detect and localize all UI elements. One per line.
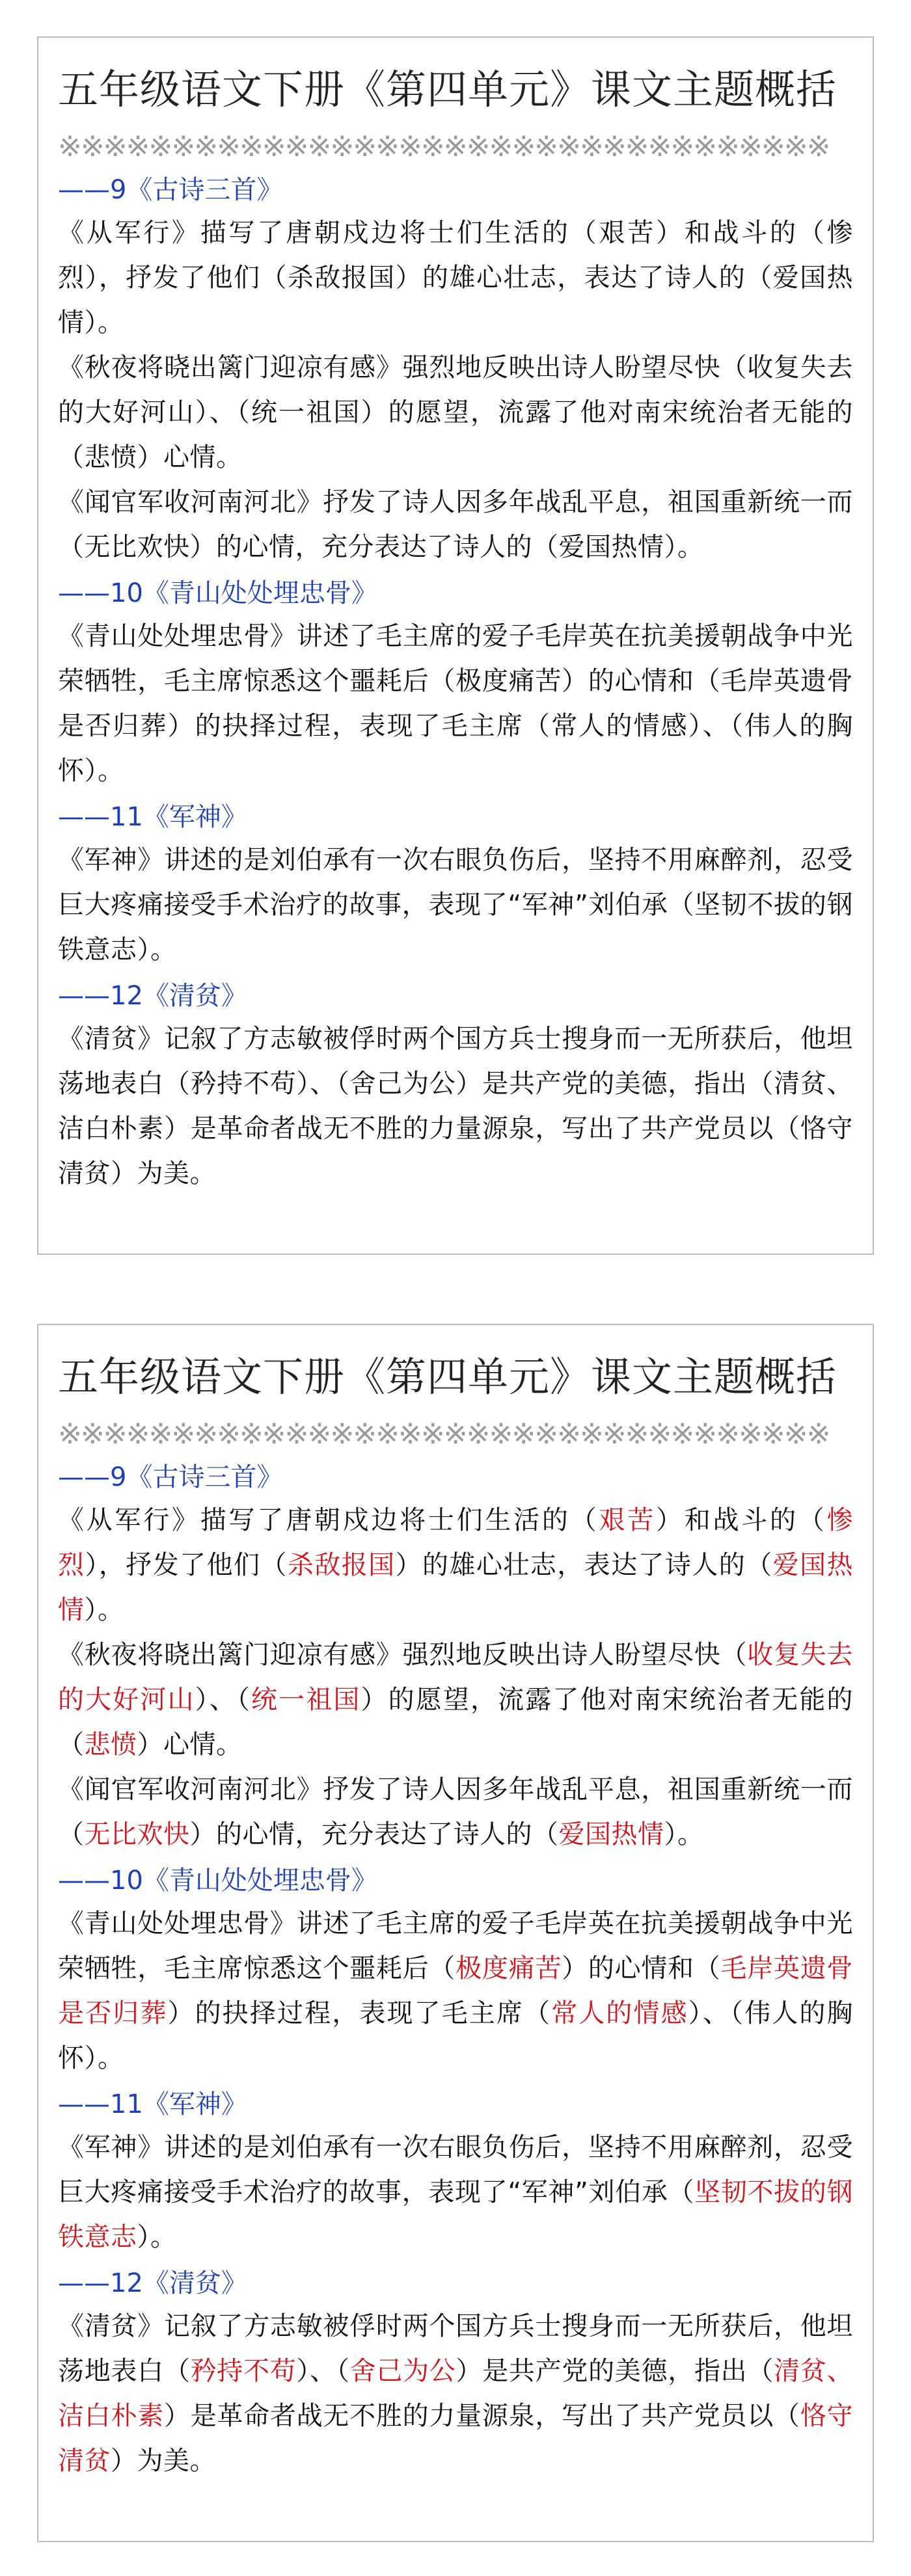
summary-card-plain — [37, 36, 874, 1255]
paragraph-text: ）的愿望，流露了他对南宋统治者无能的（ — [58, 1685, 854, 1760]
paragraph-text: ）的心情，充分表达了诗人的（ — [189, 532, 559, 562]
answer-highlight: 杀敌报国 — [287, 1550, 396, 1580]
paragraph-text: ）是共产党的美德，指出（ — [456, 1069, 774, 1099]
answer-highlight: 极度痛苦 — [456, 666, 562, 696]
answer-highlight: 常人的情感 — [551, 711, 688, 741]
paragraph-text: ）的愿望，流露了他对南宋统治者无能的（ — [58, 397, 854, 472]
summary-paragraph — [58, 1633, 853, 1767]
summary-paragraph — [58, 614, 853, 794]
paragraph-text: 《秋夜将晓出篱门迎凉有感》强烈地反映出诗人盼望尽快（ — [58, 353, 748, 382]
summary-paragraph — [58, 1017, 853, 1196]
answer-highlight: 惨烈 — [58, 1505, 854, 1580]
section-heading: ——11《军神》 — [58, 2089, 247, 2119]
paragraph-text: ）的心情和（ — [562, 666, 721, 696]
paragraph-text: ）、（ — [296, 1069, 350, 1099]
sections-container — [58, 1456, 853, 2484]
answer-highlight: 悲愤 — [84, 442, 137, 472]
paragraph-text: 《秋夜将晓出篱门迎凉有感》强烈地反映出诗人盼望尽快（ — [58, 1640, 748, 1670]
paragraph-text: 《从军行》描写了唐朝戍边将士们生活的（ — [58, 218, 599, 248]
answer-highlight: 悲愤 — [84, 1730, 137, 1760]
answer-highlight: 艰苦 — [599, 218, 656, 248]
answer-highlight: 常人的情感 — [551, 1998, 688, 2028]
answer-highlight: 矜持不苟 — [190, 2356, 297, 2386]
section-heading: ——12《清贫》 — [58, 2268, 247, 2298]
paragraph-text: 《青山处处埋忠骨》讲述了毛主席的爱子毛岸英在抗美援朝战争中光荣牺牲，毛主席惊悉这个噩耗后（ — [58, 1909, 853, 1983]
summary-card-highlighted — [37, 1324, 874, 2542]
paragraph-text: ）。 — [664, 532, 704, 562]
paragraph-text: ）的心情和（ — [562, 1953, 721, 1983]
paragraph-text: ）、（伟人的胸怀）。 — [58, 1998, 854, 2073]
answer-highlight: 爱国热情 — [58, 263, 854, 338]
answer-highlight: 坚韧不拔的钢铁意志 — [58, 2177, 853, 2252]
section-heading: ——10《青山处处埋忠骨》 — [58, 1866, 377, 1896]
sections-container — [58, 169, 853, 1196]
answer-highlight: 收复失去的大好河山 — [58, 1640, 854, 1715]
answer-highlight: 无比欢快 — [84, 532, 190, 562]
summary-paragraph — [58, 1498, 853, 1633]
paragraph-text: ）为美。 — [111, 2446, 216, 2476]
answer-highlight: 极度痛苦 — [456, 1953, 562, 1983]
answer-highlight: 舍己为公 — [349, 1069, 456, 1099]
summary-paragraph — [58, 1901, 853, 2081]
decorative-divider: ※※※※※※※※※※※※※※※※※※※※※※※※※※※※※※※※※※ — [58, 130, 830, 163]
paragraph-text: ）。 — [137, 2222, 177, 2252]
paragraph-text: ）。 — [137, 935, 177, 965]
paragraph-text: ），抒发了他们（ — [85, 1550, 288, 1580]
paragraph-text: 《闻官军收河南河北》抒发了诗人因多年战乱平息，祖国重新统一而（ — [58, 1775, 853, 1849]
summary-paragraph — [58, 2125, 853, 2260]
paragraph-text: 《军神》讲述的是刘伯承有一次右眼负伤后，坚持不用麻醉剂，忍受巨大疼痛接受手术治疗的故事，表现了“军神”刘伯承（ — [58, 2132, 853, 2207]
answer-highlight: 爱国热情 — [558, 1819, 664, 1849]
section-heading: ——9《古诗三首》 — [58, 175, 283, 205]
paragraph-text: ）是革命者战无不胜的力量源泉，写出了共产党员以（ — [163, 1114, 800, 1144]
paragraph-text: 《清贫》记叙了方志敏被俘时两个国方兵士搜身而一无所获后，他坦荡地表白（ — [58, 2311, 853, 2386]
section-heading: ——12《清贫》 — [58, 981, 247, 1011]
paragraph-text: 《清贫》记叙了方志敏被俘时两个国方兵士搜身而一无所获后，他坦荡地表白（ — [58, 1024, 853, 1099]
paragraph-text: 《闻官军收河南河北》抒发了诗人因多年战乱平息，祖国重新统一而（ — [58, 487, 853, 562]
answer-highlight: 毛岸英遗骨是否归葬 — [58, 1953, 854, 2028]
paragraph-text: ）、（ — [296, 2356, 350, 2386]
answer-highlight: 无比欢快 — [84, 1819, 190, 1849]
paragraph-text: ）的抉择过程，表现了毛主席（ — [167, 1998, 552, 2028]
summary-paragraph — [58, 345, 853, 480]
answer-highlight: 清贫、洁白朴素 — [58, 2356, 854, 2431]
section-heading: ——9《古诗三首》 — [58, 1462, 283, 1492]
answer-highlight: 杀敌报国 — [287, 263, 396, 293]
paragraph-text: ）是革命者战无不胜的力量源泉，写出了共产党员以（ — [163, 2401, 800, 2431]
paragraph-text: 《军神》讲述的是刘伯承有一次右眼负伤后，坚持不用麻醉剂，忍受巨大疼痛接受手术治疗的故事，表现了“军神”刘伯承（ — [58, 845, 853, 920]
summary-paragraph — [58, 211, 853, 345]
answer-highlight: 舍己为公 — [349, 2356, 456, 2386]
paragraph-text: ）为美。 — [111, 1159, 216, 1188]
summary-paragraph — [58, 838, 853, 973]
paragraph-text: ）的雄心壮志，表达了诗人的（ — [395, 1550, 773, 1580]
answer-highlight: 矜持不苟 — [190, 1069, 297, 1099]
answer-highlight: 恪守清贫 — [58, 1114, 854, 1188]
section-heading: ——10《青山处处埋忠骨》 — [58, 578, 377, 608]
decorative-divider: ※※※※※※※※※※※※※※※※※※※※※※※※※※※※※※※※※※ — [58, 1417, 830, 1451]
answer-highlight: 坚韧不拔的钢铁意志 — [58, 890, 853, 965]
summary-paragraph — [58, 1767, 853, 1857]
summary-paragraph — [58, 480, 853, 570]
paragraph-text: ）、（伟人的胸怀）。 — [58, 711, 854, 786]
summary-paragraph — [58, 2304, 853, 2484]
paragraph-text: ）。 — [664, 1819, 704, 1849]
answer-highlight: 清贫、洁白朴素 — [58, 1069, 854, 1144]
paragraph-text: ）、（ — [195, 1685, 251, 1715]
paragraph-text: ），抒发了他们（ — [85, 263, 288, 293]
paragraph-text: 《从军行》描写了唐朝戍边将士们生活的（ — [58, 1505, 599, 1535]
answer-highlight: 毛岸英遗骨是否归葬 — [58, 666, 854, 741]
paragraph-text: ）是共产党的美德，指出（ — [456, 2356, 774, 2386]
paragraph-text: ）的心情，充分表达了诗人的（ — [189, 1819, 559, 1849]
paragraph-text: ）和战斗的（ — [655, 218, 827, 248]
answer-highlight: 收复失去的大好河山 — [58, 353, 854, 427]
answer-highlight: 艰苦 — [599, 1505, 656, 1535]
document-title: 五年级语文下册《第四单元》课文主题概括 — [58, 1353, 837, 1401]
paragraph-text: ）。 — [84, 1595, 124, 1625]
paragraph-text: ）的雄心壮志，表达了诗人的（ — [395, 263, 773, 293]
answer-highlight: 统一祖国 — [251, 397, 361, 427]
paragraph-text: ）和战斗的（ — [655, 1505, 827, 1535]
answer-highlight: 爱国热情 — [558, 532, 664, 562]
paragraph-text: ）的抉择过程，表现了毛主席（ — [167, 711, 552, 741]
answer-highlight: 恪守清贫 — [58, 2401, 854, 2476]
paragraph-text: ）。 — [84, 308, 124, 338]
section-heading: ——11《军神》 — [58, 802, 247, 832]
answer-highlight: 统一祖国 — [251, 1685, 361, 1715]
paragraph-text: ）心情。 — [137, 442, 243, 472]
paragraph-text: ）、（ — [195, 397, 251, 427]
paragraph-text: 《青山处处埋忠骨》讲述了毛主席的爱子毛岸英在抗美援朝战争中光荣牺牲，毛主席惊悉这个噩耗后（ — [58, 621, 853, 696]
answer-highlight: 爱国热情 — [58, 1550, 854, 1625]
paragraph-text: ）心情。 — [137, 1730, 243, 1760]
answer-highlight: 惨烈 — [58, 218, 854, 293]
document-title: 五年级语文下册《第四单元》课文主题概括 — [58, 66, 837, 113]
